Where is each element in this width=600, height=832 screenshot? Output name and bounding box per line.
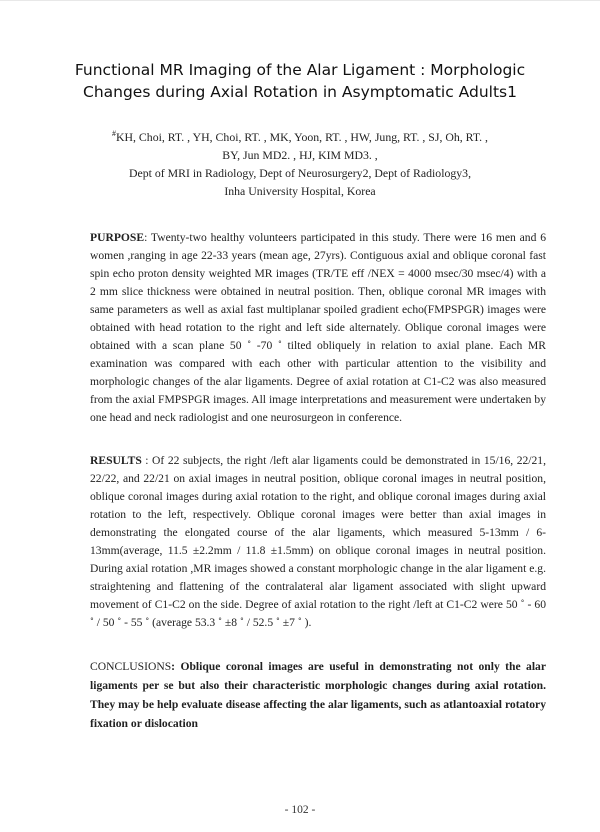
page-number: - 102 - [284,804,316,816]
author-line-1 [40,125,560,146]
affiliation-line-2: Inha University Hospital, Korea [224,183,376,198]
author-names: KH, Choi, RT. , YH, Choi, RT. , MK, Yoon, RT. , HW, Jung, RT. , SJ, Oh, RT. , [115,129,489,144]
conclusions-section [90,657,546,733]
author-block [40,125,560,200]
corresponding-mark: # [111,129,116,138]
results-text: : Of 22 subjects, the right /left alar ligaments could be demonstrated in 15/16, 22/21, 22/22, and 22/21 on axial images in neutral position, oblique coronal images in neutral position, oblique coronal images during axial rotation to the right, and oblique coronal images during axial rotation to the left, respectively. Oblique coronal images were better than axial images in demonstrating the elongated course of the alar ligaments, which measured 5-13mm / 6-13mm(average, 11.5 ±2.2mm / 11.8 ±1.5mm) on oblique coronal images in neutral position. During axial rotation ,MR images showed a constant morphologic change in the alar ligament e.g. straightening and flattening of the contralateral alar ligament associated with slight upward movement of C1-C2 on the side. Degree of axial rotation to the right /left at C1-C2 were 50 ˚ - 60 ˚ / 50 ˚ - 55 ˚ (average 53.3 ˚ ±8 ˚ / 52.5 ˚ ±7 ˚ ). [90,454,546,629]
results-label: RESULTS [90,454,142,467]
title-line-2: Changes during Axial Rotation in Asymptomatic Adults1 [83,83,517,101]
purpose-text: : Twenty-two healthy volunteers participated in this study. There were 16 men and 6 women ,ranging in age 22-33 years (mean age, 27yrs). Contiguous axial and oblique coronal fast spin echo proton density weighted MR images (TR/TE eff /NEX = 4000 msec/30 msec/4) with a 2 mm slice thickness were obtained in neutral position. Then, oblique coronal MR images with same parameters as well as axial fast multiplanar spoiled gradient echo(FMPSPGR) images were obtained with head rotation to the right and left side alternately. Oblique coronal images were obtained with a scan plane 50 ˚ -70 ˚ tilted obliquely in relation to axial plane. Each MR examination was compared with each other with particular attention to the visibility and morphologic changes of the alar ligaments. Degree of axial rotation at C1-C2 was also measured from the axial FMPSPGR images. All image interpretations and measurement were undertaken by one head and neck radiologist and one neurosurgeon in conference. [90,231,546,424]
results-section [90,452,546,632]
affiliation-line-1: Dept of MRI in Radiology, Dept of Neurosurgery2, Dept of Radiology3, [128,165,472,180]
conclusions-label: CONCLUSIONS [90,660,172,673]
purpose-section [90,229,546,427]
paper-title [40,59,560,103]
title-line-1: Functional MR Imaging of the Alar Ligament : Morphologic [74,61,526,79]
conclusions-text: : Oblique coronal images are useful in demonstrating not only the alar ligaments per se but also their characteristic morphologic changes during axial rotation. They may be help evaluate disease affecting the alar ligaments, such as atlantoaxial rotatory fixation or dislocation [90,660,546,730]
purpose-label: PURPOSE [90,231,145,244]
author-line-2: BY, Jun MD2. , HJ, KIM MD3. , [222,147,378,162]
